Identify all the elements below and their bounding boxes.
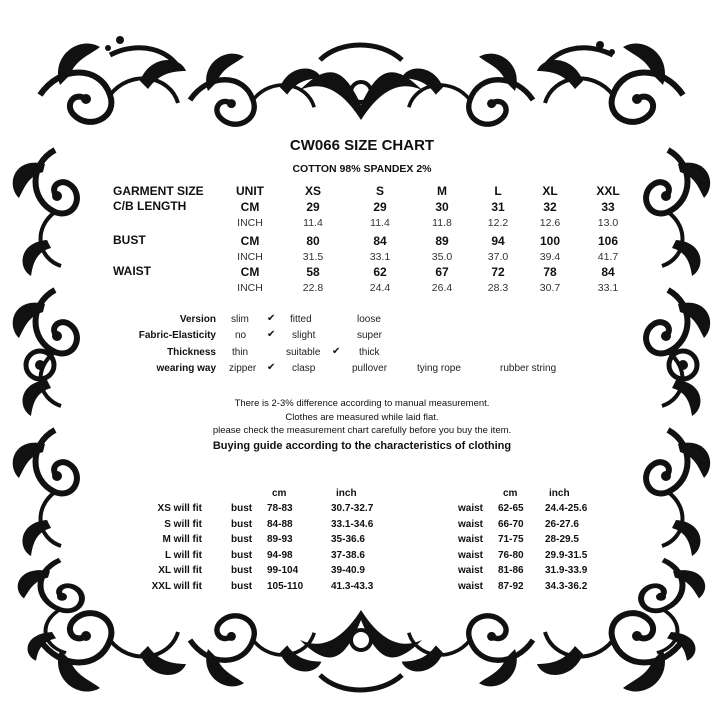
fit-cell-waist-cm: 87-92 [498,581,524,592]
fit-cell-bust-part: bust [231,534,253,546]
cell-value-inch: 41.7 [597,251,619,263]
option-item: suitable [286,347,321,358]
header-size-xl: XL [542,184,558,198]
fit-cell-waist-part: waist [458,549,484,561]
page-title: CW066 SIZE CHART [289,137,435,154]
option-item: pullover [352,363,388,374]
header-unit: UNIT [236,184,264,198]
check-icon: ✔ [267,329,276,340]
option-item: super [357,330,383,341]
cell-value-inch: 39.4 [539,251,561,263]
option-label-fabric-elasticity: Fabric-Elasticity [138,330,216,341]
row-label-bust: BUST [113,233,146,247]
check-icon: ✔ [267,313,276,324]
fit-cell-waist-cm: 66-70 [498,518,524,530]
cell-value: 80 [306,234,320,248]
fit-cell-waist-inch: 26-27.6 [545,518,579,530]
option-label-version: Version [179,314,216,325]
cell-value: 100 [539,234,561,248]
cell-value-inch: 11.4 [303,217,323,229]
cell-value: 33 [601,200,615,214]
note-line: Clothes are measured while laid flat. [285,412,439,423]
header-size-xxl: XXL [596,184,620,198]
fit-cell-bust-cm: 78-83 [267,503,293,514]
fit-cell-waist-part: waist [458,518,484,530]
fit-cell-bust-inch: 30.7-32.7 [331,503,374,514]
header-size-m: M [437,184,447,198]
cell-value-inch: 26.4 [431,282,453,294]
fabric-subtitle: COTTON 98% SPANDEX 2% [292,163,432,175]
cell-value-inch: 22.8 [302,282,324,294]
fit-cell-waist-part: waist [458,581,484,592]
fit-cell-bust-cm: 94-98 [267,549,293,561]
fit-cell-waist-inch: 29.9-31.5 [545,549,588,561]
cell-value-inch: 28.3 [487,282,509,294]
option-item: thick [359,347,380,358]
fit-cell-bust-cm: 99-104 [267,565,299,577]
option-item: zipper [229,363,257,374]
row-label-cb-length: C/B LENGTH [113,199,187,213]
cell-value-inch: 33.1 [597,282,619,294]
fit-cell-waist-part: waist [458,534,484,546]
buying-guide-heading: Buying guide according to the characteristics of clothing [212,440,512,452]
fit-cell-bust-size: XS will fit [157,503,202,514]
fit-cell-waist-inch: 31.9-33.9 [545,565,588,577]
row-unit-inch: INCH [237,282,263,294]
header-size-s: S [375,184,384,198]
check-icon: ✔ [267,362,276,373]
row-unit-cm: CM [240,234,260,248]
fit-cell-bust-size: L will fit [164,549,202,561]
cell-value: 84 [373,234,387,248]
cell-value: 58 [306,265,320,279]
fit-cell-bust-part: bust [231,503,253,514]
fit-cell-waist-part: waist [458,565,484,577]
cell-value-inch: 31.5 [302,251,324,263]
cell-value-inch: 33.1 [369,251,391,263]
fit-cell-waist-cm: 62-65 [498,503,524,514]
fit-header-inch: inch [549,488,570,499]
note-line: please check the measurement chart carefully before you buy the item. [212,425,512,436]
cell-value: 32 [543,200,557,214]
cell-value: 106 [597,234,619,248]
fit-cell-bust-inch: 35-36.6 [331,534,365,546]
cell-value-inch: 11.8 [432,217,452,229]
option-item: fitted [290,314,312,325]
cell-value: 29 [373,200,387,214]
cell-value: 84 [601,265,615,279]
row-unit-inch: INCH [237,217,263,229]
fit-cell-bust-size: M will fit [162,534,202,546]
cell-value-inch: 12.2 [487,217,509,229]
option-item: tying rope [417,363,461,374]
fit-cell-waist-cm: 81-86 [498,565,524,577]
fit-cell-waist-inch: 24.4-25.6 [545,503,588,514]
row-unit-inch: INCH [237,251,263,263]
cell-value: 72 [491,265,505,279]
fit-cell-bust-inch: 37-38.6 [331,549,365,561]
option-item: thin [232,347,249,358]
row-unit-cm: CM [240,200,260,214]
header-garment-size: GARMENT SIZE [113,184,204,198]
fit-cell-waist-part: waist [458,503,484,514]
cell-value-inch: 37.0 [487,251,509,263]
cell-value-inch: 11.4 [370,217,390,229]
cell-value: 94 [491,234,505,248]
check-icon: ✔ [332,346,341,357]
fit-cell-bust-part: bust [231,518,253,530]
option-label-thickness: Thickness [167,347,216,358]
cell-value: 30 [435,200,449,214]
fit-cell-bust-part: bust [231,581,253,592]
option-item: no [235,330,247,341]
fit-cell-bust-inch: 39-40.9 [331,565,365,577]
fit-cell-bust-size: XL will fit [158,565,202,577]
cell-value-inch: 12.6 [539,217,561,229]
fit-cell-bust-cm: 89-93 [267,534,293,546]
header-size-l: L [494,184,502,198]
cell-value-inch: 35.0 [431,251,453,263]
fit-cell-bust-cm: 105-110 [267,581,304,592]
fit-cell-bust-part: bust [231,549,253,561]
fit-cell-waist-cm: 71-75 [498,534,524,546]
cell-value: 89 [435,234,449,248]
fit-cell-bust-size: S will fit [164,518,202,530]
fit-cell-waist-cm: 76-80 [498,549,524,561]
cell-value: 67 [435,265,449,279]
fit-header-cm: cm [272,488,287,499]
option-item: slim [231,314,249,325]
note-line: There is 2-3% difference according to manual measurement. [234,398,490,409]
row-label-waist: WAIST [113,264,151,278]
option-item: slight [292,330,316,341]
cell-value-inch: 24.4 [369,282,391,294]
row-unit-cm: CM [240,265,260,279]
fit-cell-waist-inch: 34.3-36.2 [545,581,588,592]
fit-cell-waist-inch: 28-29.5 [545,534,579,546]
cell-value: 62 [373,265,387,279]
fit-cell-bust-inch: 33.1-34.6 [331,518,374,530]
fit-cell-bust-part: bust [231,565,253,577]
header-size-xs: XS [304,184,321,198]
fit-header-inch: inch [336,488,357,499]
cell-value-inch: 30.7 [539,282,561,294]
fit-cell-bust-cm: 84-88 [267,518,293,530]
option-item: loose [357,314,381,325]
fit-cell-bust-inch: 41.3-43.3 [331,581,374,592]
cell-value: 78 [543,265,557,279]
option-item: rubber string [500,363,557,374]
option-label-wearing-way: wearing way [156,363,216,374]
option-item: clasp [292,363,316,374]
fit-cell-bust-size: XXL will fit [151,581,202,592]
fit-header-cm: cm [503,488,518,499]
cell-value-inch: 13.0 [597,217,619,229]
cell-value: 31 [491,200,505,214]
cell-value: 29 [306,200,320,214]
